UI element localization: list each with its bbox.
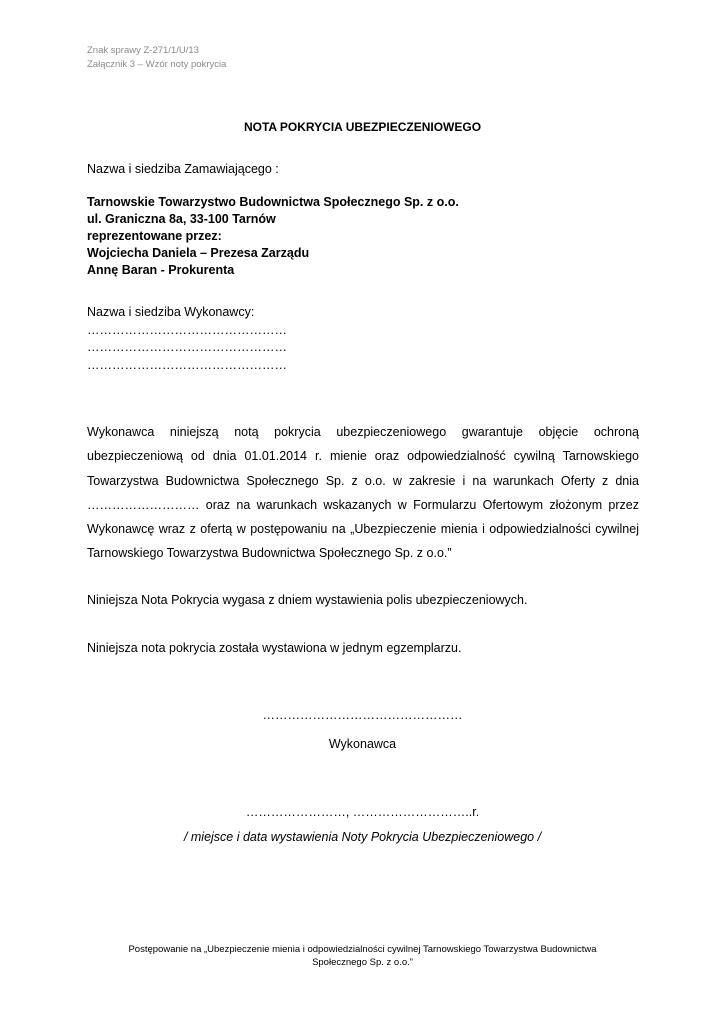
expiry-paragraph: Niniejsza Nota Pokrycia wygasa z dniem wystawienia polis ubezpieczeniowych. xyxy=(87,593,528,607)
document-footer xyxy=(0,943,725,969)
ordering-party-representative-1: Wojciecha Daniela – Prezesa Zarządu xyxy=(87,246,310,260)
ordering-party-represented-by: reprezentowane przez: xyxy=(87,229,222,243)
document-header xyxy=(87,44,226,72)
ordering-party-label: Nazwa i siedziba Zamawiającego : xyxy=(87,162,279,176)
case-number: Znak sprawy Z-271/1/U/13 xyxy=(87,45,199,56)
ordering-party-address: ul. Graniczna 8a, 33-100 Tarnów xyxy=(87,212,276,226)
contractor-section xyxy=(87,304,639,374)
contractor-fill-line: ………………………………………… xyxy=(87,340,287,354)
footer-line: Postępowanie na „Ubezpieczenie mienia i odpowiedzialności cywilnej Tarnowskiego Towarzystwa Budownictwa xyxy=(128,944,597,955)
attachment-label: Załącznik 3 – Wzór noty pokrycia xyxy=(87,59,227,70)
contractor-label: Nazwa i siedziba Wykonawcy: xyxy=(87,305,255,319)
footer-line: Społecznego Sp. z o.o.” xyxy=(312,957,413,968)
document-title: NOTA POKRYCIA UBEZPIECZENIOWEGO xyxy=(243,120,482,134)
place-date-line: ……………………, ………………………..r. xyxy=(245,805,480,819)
place-date-caption: / miejsce i data wystawienia Noty Pokrycia Ubezpieczeniowego / xyxy=(183,830,542,844)
contractor-fill-line: ………………………………………… xyxy=(87,357,287,372)
main-paragraph: Wykonawca niniejszą notą pokrycia ubezpieczeniowego gwarantuje objęcie ochroną ubezpieczeniową od dnia 01.01.2014 r. mienie oraz odpowiedzialność cywilną Tarnowskiego Towarzystwa Budownictwa Społecznego Sp. z o.o. w zakresie i na warunkach Oferty z dnia ……………………… oraz na warunkach wskazanych w Formularzu Ofertowym złożonym przez Wykonawcę wraz z ofertą w postępowaniu na „Ubezpieczenie mienia i odpowiedzialności cywilnej Tarnowskiego Towarzystwa Budownictwa Społecznego Sp. z o.o.” xyxy=(87,425,639,561)
ordering-party-details xyxy=(87,194,639,279)
ordering-party-name: Tarnowskie Towarzystwo Budownictwa Społecznego Sp. z o.o. xyxy=(87,195,459,209)
signature-line: ………………………………………… xyxy=(262,708,463,722)
copies-paragraph: Niniejsza nota pokrycia została wystawiona w jednym egzemplarzu. xyxy=(87,641,462,655)
ordering-party-representative-2: Annę Baran - Prokurenta xyxy=(87,263,235,277)
signature-label: Wykonawca xyxy=(328,737,397,751)
contractor-fill-line: ………………………………………… xyxy=(87,322,287,337)
